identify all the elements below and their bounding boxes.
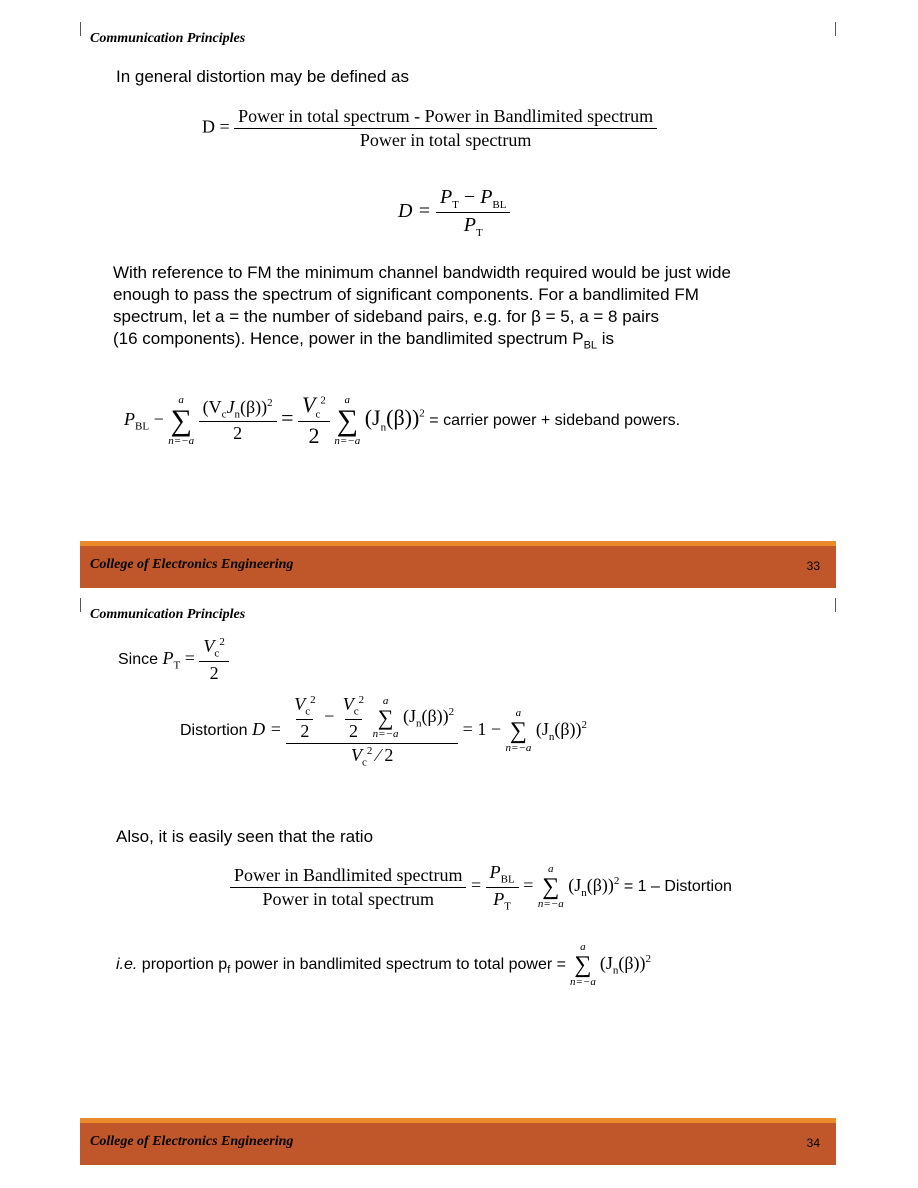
fraction	[436, 186, 511, 239]
operator: −	[463, 186, 476, 208]
page-number: 34	[806, 1136, 820, 1150]
eq-lhs: D =	[202, 116, 230, 137]
subscript: BL	[492, 199, 507, 211]
slide-footer	[80, 1118, 836, 1165]
summation: a ∑ n=−a	[168, 393, 195, 447]
slide-33	[80, 22, 836, 588]
slide-34	[80, 598, 836, 1165]
distortion-power-equation	[398, 186, 510, 239]
fraction	[234, 106, 657, 151]
operator: −	[153, 408, 164, 429]
para-line-4	[113, 328, 614, 356]
distortion-equation: Distortion D = $\frac{V_c^2}{2}$ − $\frac{V_c^2}{2}$ a ∑ n=−a $(J_n(\beta))^2$ $V_c^2$ ⁄ 2 = 1 − a ∑ n=−a $(J_n(\beta))^2$	[180, 694, 587, 769]
summation: a ∑ n=−a	[334, 393, 361, 447]
symbol-p: P	[480, 186, 493, 208]
summation: a ∑ n=−a	[569, 941, 596, 988]
corner-mark	[835, 22, 836, 36]
equation-text: = carrier power + sideband powers.	[429, 411, 681, 429]
text: is	[597, 329, 615, 348]
symbol-p: P	[463, 214, 476, 236]
ratio-intro: Also, it is easily seen that the ratio	[116, 827, 374, 846]
fraction: $\frac{V_c^2}{2}$	[199, 636, 228, 684]
symbol-p: P	[124, 408, 135, 429]
slide-header: Communication Principles	[90, 607, 246, 622]
subscript: T	[452, 199, 459, 211]
symbol-p: P	[439, 186, 453, 208]
text: (16 components). Hence, power in the bandlimited spectrum P	[113, 329, 584, 348]
footer-title: College of Electronics Engineering	[90, 1134, 294, 1149]
summation: a ∑ n=−a	[505, 707, 532, 755]
proportion-line: i.e. proportion $p_f$ power in bandlimited spectrum to total power = a ∑ n=−a $(J_n(\beta))^2$	[116, 941, 651, 988]
fraction: $\frac{(V_cJ_n(\beta))^2}{2}$	[199, 397, 277, 445]
fraction: $\frac{P_{BL}}{P_T}$	[486, 862, 519, 912]
fraction: $\frac{V_c^2}{2}$ − $\frac{V_c^2}{2}$ a ∑ n=−a $(J_n(\beta))^2$ $V_c^2$ ⁄ 2	[286, 694, 458, 768]
subscript: BL	[135, 420, 150, 433]
subscript: T	[475, 227, 483, 239]
ratio-equation: $\frac{\text{Power in Bandlimited spectrum}}{\text{Power in total spectrum}}$ = $\frac{P_{BL}}{P_T}$ = a ∑ n=−a $(J_n(\beta))^2 = 1$ – Distortion	[230, 862, 732, 912]
denominator: Power in total spectrum	[359, 130, 532, 150]
corner-mark	[80, 22, 81, 36]
para-line-2: enough to pass the spectrum of significant components. For a bandlimited FM	[113, 285, 699, 304]
bandlimited-power-equation: $P_{BL}$ − a ∑ n=−a $\frac{(V_cJ_n(\beta))^2}{2}$ = $\frac{V_c^2}{2}$ a ∑ n=−a $(J_n(\beta))^2$ = carrier power + sideband powers.	[124, 392, 681, 449]
fraction: $\frac{V_c^2}{2}$	[298, 392, 330, 449]
summation: a ∑ n=−a	[372, 694, 399, 740]
equation-text: = 1 – Distortion	[623, 878, 732, 896]
subscript: BL	[583, 339, 598, 352]
corner-mark	[835, 598, 836, 612]
slide-footer	[80, 541, 836, 588]
eq-lhs: D =	[398, 200, 431, 223]
pt-equation: Since $P_T$ = $\frac{V_c^2}{2}$	[118, 636, 229, 684]
summation: a ∑ n=−a	[537, 863, 564, 911]
corner-mark	[80, 598, 81, 612]
footer-title: College of Electronics Engineering	[90, 557, 294, 572]
fraction: $\frac{\text{Power in Bandlimited spectrum}}{\text{Power in total spectrum}}$	[230, 865, 466, 910]
distortion-definition-equation	[202, 106, 657, 151]
slide-header: Communication Principles	[90, 31, 246, 46]
operator: =	[281, 404, 294, 430]
numerator: Power in total spectrum - Power in Bandlimited spectrum	[234, 106, 657, 129]
page-number: 33	[806, 559, 820, 573]
since-label: Since	[118, 650, 159, 668]
operator: =	[184, 647, 195, 668]
distortion-label: Distortion	[180, 722, 248, 740]
para-line-1: With reference to FM the minimum channel bandwidth required would be just wide	[113, 263, 731, 282]
intro-text: In general distortion may be defined as	[116, 67, 409, 86]
para-line-3: spectrum, let a = the number of sideband pairs, e.g. for β = 5, a = 8 pairs	[113, 307, 660, 326]
operator: = 1 −	[462, 719, 501, 740]
